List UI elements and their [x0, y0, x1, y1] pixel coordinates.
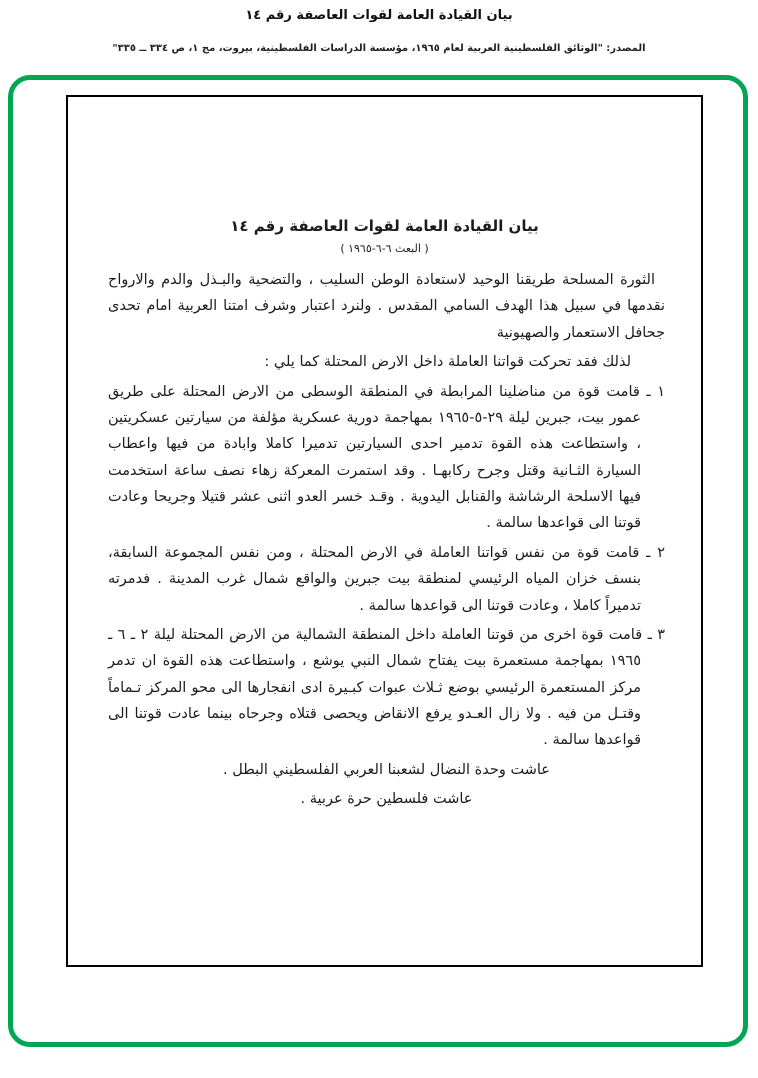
source-citation: المصدر: "الوثائق الفلسطينية العربية لعام ١٩٦٥، مؤسسة الدراسات الفلسطينية، بيروت، مج ١، ص ٣٣٤ ــ ٣٣٥" — [112, 43, 646, 54]
closing-slogan-1: عاشت وحدة النضال لشعبنا العربي الفلسطيني البطل . — [223, 761, 550, 778]
intro-paragraph: الثورة المسلحة طريقنا الوحيد لاستعادة الوطن السليب ، والتضحية والبـذل والدم والارواح نقدمها في سبيل هذا الهدف السامي المقدس . ولنرد اعتبار وشرف امتنا العربية امام تحدى جحافل الاستعمار والصهيونية — [108, 272, 665, 341]
top-header — [0, 0, 758, 54]
scanned-document-page — [66, 95, 703, 967]
document-subtitle: ( البعث ٦-٦-١٩٦٥ ) — [340, 242, 429, 255]
operation-item-1: ١ ـ قامت قوة من مناضلينا المرابطة في المنطقة الوسطى من الارض المحتلة على طريق عمور بيت، جبرين ليلة ٢٩-٥-١٩٦٥ بمهاجمة دورية عسكرية مؤلفة من سيارتين عسكريتين ، واستطاعت هذه القوة تدمير احدى السيارتين تدميرا كاملا وابادة من فيها واعطاب السيارة الثـانية وقتل وجرح ركابهـا . وقد استمرت المعركة زهاء نصف ساعة استخدمت فيها الاسلحة الرشاشة والقنابل اليدوية . وقـد خسر العدو اثنى عشر قتيلا وجريحا وعادت قوتنا الى قواعدها سالمة . — [108, 383, 665, 532]
document-title: بيان القيادة العامة لقوات العاصفة رقم ١٤ — [230, 217, 539, 235]
lead-in-line: لذلك فقد تحركت قواتنا العاملة داخل الارض المحتلة كما يلي : — [264, 354, 631, 371]
document-body — [68, 255, 701, 813]
operation-item-2: ٢ ـ قامت قوة من نفس قواتنا العاملة في الارض المحتلة ، ومن نفس المجموعة السابقة، بنسف خزان المياه الرئيسي لمنطقة بيت جبرين والواقع شمال غرب المدينة . فدمرته تدميراً كاملا ، وعادت قوتنا الى قواعدها سالمة . — [108, 544, 665, 614]
closing-slogan-2: عاشت فلسطين حرة عربية . — [300, 791, 473, 808]
operation-item-3: ٣ ـ قامت قوة اخرى من قوتنا العاملة داخل المنطقة الشمالية من الارض المحتلة ليلة ٢ ـ ٦ ـ ١٩٦٥ بمهاجمة مستعمرة بيت يفتاح شمال النبي يوشع ، واستطاعت هذه القوة ان تدمر مركز المستعمرة الرئيسي بوضع ثـلاث عبوات كبـيرة ادى انفجارها الى محو المركز تـماماً وقتـل من فيه . ولا زال العـدو يرفع الانقاض ويحصى قتلاه وجرحاه بينما عادت قوتنا الى قواعدها سالمة . — [108, 626, 666, 749]
header-title: بيان القيادة العامة لقوات العاصفة رقم ١٤ — [245, 8, 513, 23]
green-border-frame — [8, 75, 748, 1047]
